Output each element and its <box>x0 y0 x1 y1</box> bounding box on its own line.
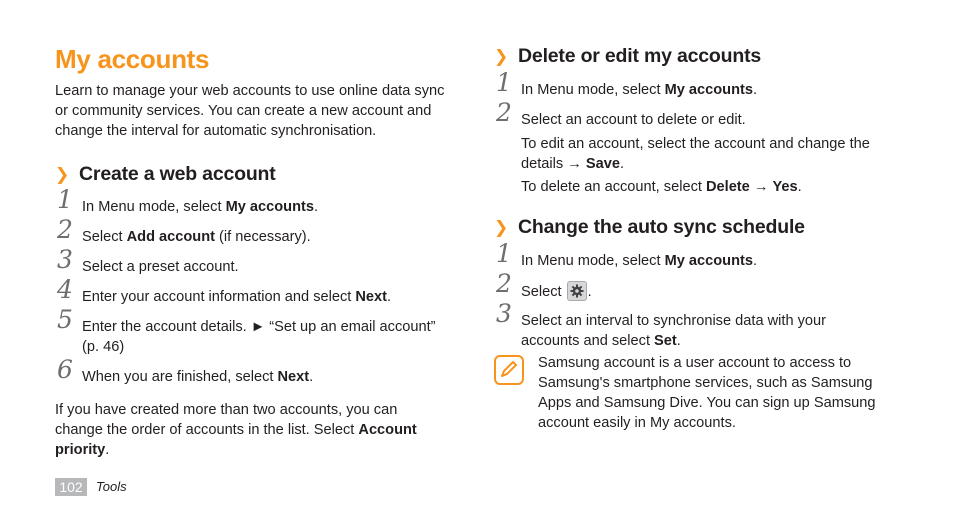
para-text: . <box>105 442 110 458</box>
step-bold: Next <box>355 289 388 305</box>
section-title: Create a web account <box>79 163 276 185</box>
step-number: 2 <box>57 215 73 244</box>
step-bold: My accounts <box>664 253 753 269</box>
step-number: 1 <box>496 68 512 97</box>
step-item <box>57 305 460 357</box>
chevron-icon: ❯ <box>494 218 509 237</box>
samsung-account-note: Samsung account is a user account to access to Samsung's smartphone services, such as Samsung Apps and Samsung Dive. You can sign up Samsung account easily in My accounts. <box>538 355 876 431</box>
step-bold: Set <box>654 333 677 349</box>
step-bold: Next <box>277 369 310 385</box>
arrow-text: → <box>749 179 773 195</box>
section-heading-sync <box>494 216 805 239</box>
page-number: 102 <box>55 478 87 496</box>
section-title: Change the auto sync schedule <box>518 216 805 238</box>
delete-instruction <box>521 177 901 197</box>
step-item <box>496 299 861 351</box>
para-bold: Account priority <box>55 422 417 458</box>
step-text: Select <box>521 284 566 300</box>
step-text: (if necessary). <box>215 229 311 245</box>
section-heading-delete <box>494 45 761 68</box>
intro-paragraph: Learn to manage your web accounts to use online data sync or community services. You can create a new account and change the interval for automatic synchronisation. <box>55 83 445 139</box>
para-text: To edit an account, select the account and change the details → <box>521 136 870 172</box>
para-bold: Yes <box>772 179 798 195</box>
step-text: In Menu mode, select <box>521 82 665 98</box>
step-item <box>57 185 457 217</box>
chevron-icon: ❯ <box>494 47 509 66</box>
step-number: 6 <box>57 355 73 384</box>
para-text: . <box>797 179 802 195</box>
step-text: . <box>753 82 758 98</box>
step-number: 1 <box>57 185 73 214</box>
step-text: Select an interval to synchronise data with your accounts and select <box>521 313 827 349</box>
step-text: . <box>753 253 758 269</box>
edit-instruction <box>521 134 901 174</box>
step-item <box>496 68 901 100</box>
footer-section-label: Tools <box>96 479 127 494</box>
step-text: Enter your account information and select <box>82 289 356 305</box>
para-text: To delete an account, select <box>521 179 706 195</box>
section-title: Delete or edit my accounts <box>518 45 762 67</box>
step-item <box>496 98 901 130</box>
step-text: In Menu mode, select <box>82 199 226 215</box>
step-bold: My accounts <box>225 199 314 215</box>
step-text: . <box>676 333 681 349</box>
step-item <box>496 269 901 302</box>
step-item <box>57 355 457 387</box>
step-text: . <box>309 369 314 385</box>
step-number: 1 <box>496 239 512 268</box>
step-bold: Add account <box>126 229 215 245</box>
section-heading-create <box>55 163 276 186</box>
step-text: Enter the account details. ► “Set up an email account” <box>82 319 436 335</box>
step-number: 4 <box>57 275 73 304</box>
para-bold: Save <box>585 156 620 172</box>
step-text: . <box>387 289 392 305</box>
step-text: . <box>587 284 592 300</box>
step-item <box>57 275 457 307</box>
step-text: Select <box>82 229 127 245</box>
note-pencil-icon <box>494 355 524 385</box>
reorder-note <box>55 400 445 460</box>
step-item <box>496 239 901 271</box>
para-text: If you have created more than two accounts, you can change the order of accounts in the list. Select <box>55 402 398 438</box>
step-number: 2 <box>496 98 512 127</box>
step-text: When you are finished, select <box>82 369 278 385</box>
para-text: . <box>619 156 625 172</box>
step-text: In Menu mode, select <box>521 253 665 269</box>
step-item <box>57 215 457 247</box>
step-number: 3 <box>496 299 512 328</box>
step-text: (p. 46) <box>82 339 125 355</box>
step-number: 2 <box>496 269 512 298</box>
step-number: 5 <box>57 305 73 334</box>
step-text: . <box>314 199 319 215</box>
settings-gear-icon <box>567 281 587 301</box>
step-bold: My accounts <box>664 82 753 98</box>
para-bold: Delete <box>705 179 750 195</box>
step-number: 3 <box>57 245 73 274</box>
step-item <box>57 245 457 277</box>
step-text: Select a preset account. <box>82 259 239 275</box>
step-text: Select an account to delete or edit. <box>521 112 746 128</box>
page-title: My accounts <box>55 44 210 74</box>
chevron-icon: ❯ <box>55 165 70 184</box>
